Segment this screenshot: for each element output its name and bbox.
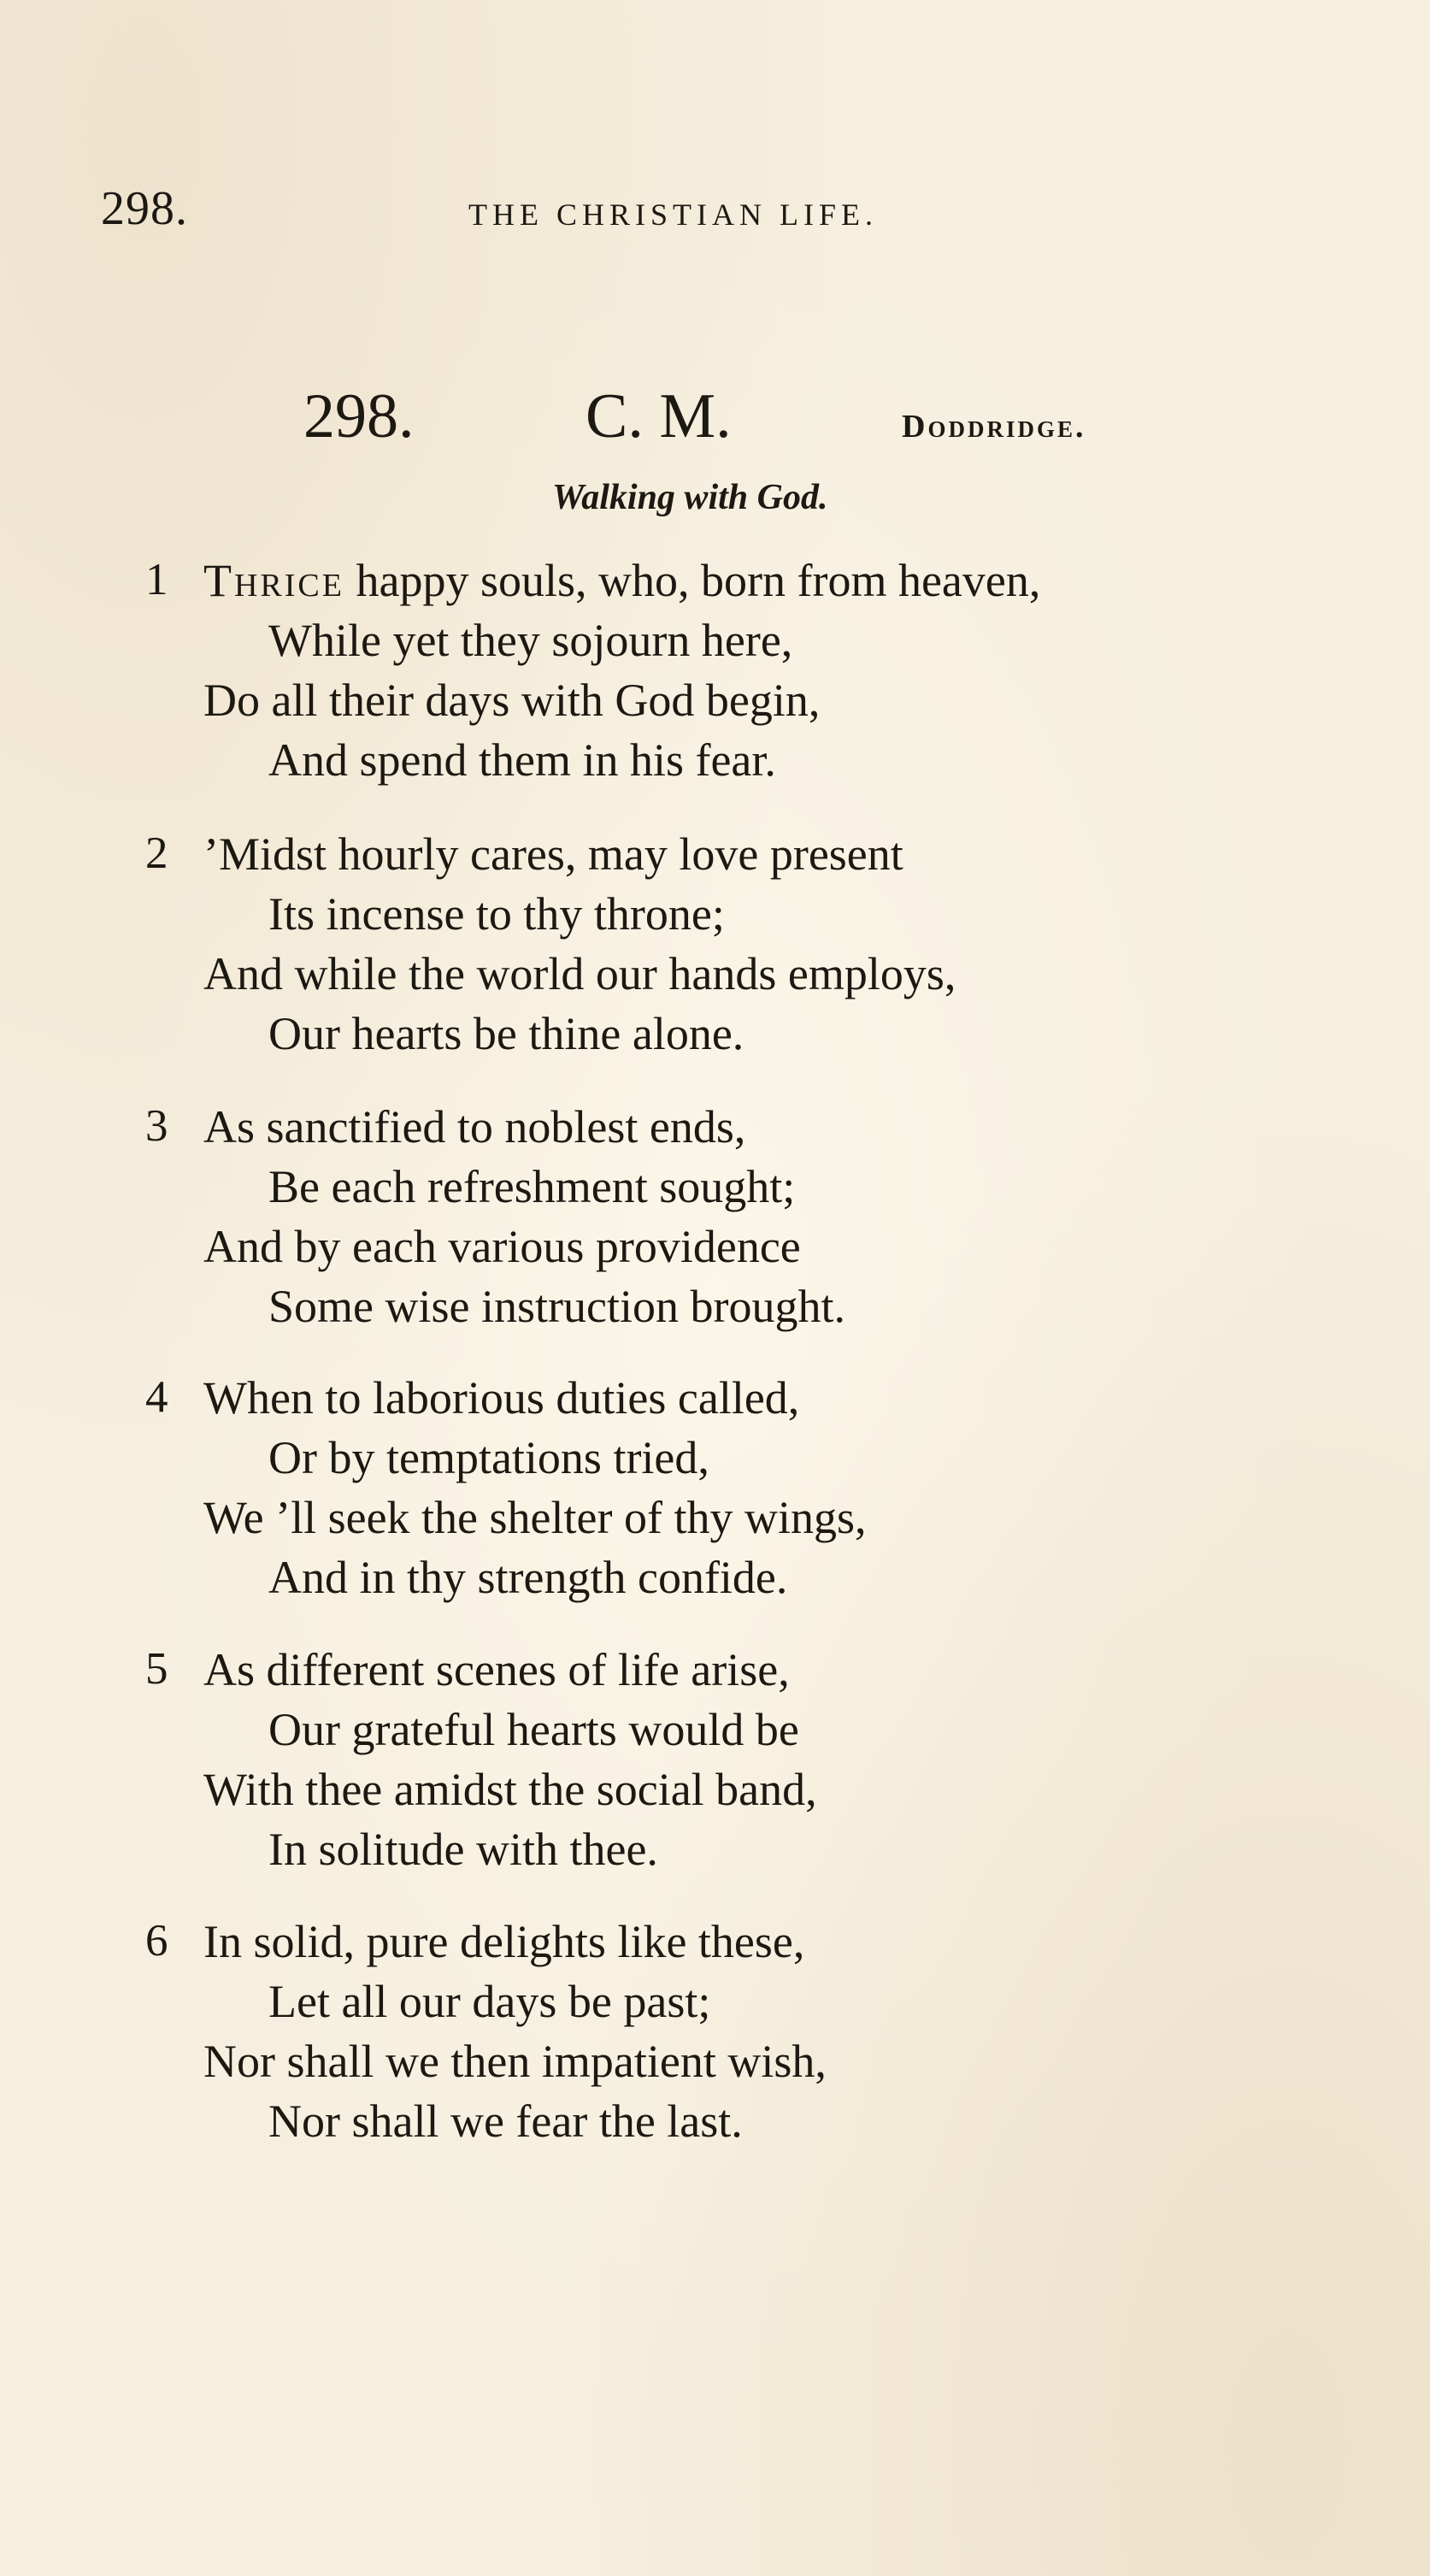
stanza-number: 2 — [145, 828, 168, 878]
verse-line: Do all their days with God begin, — [203, 675, 821, 726]
verse-line: And while the world our hands employs, — [203, 948, 956, 999]
verse-line — [203, 554, 1040, 607]
verse-line: And in thy strength confide. — [268, 1552, 788, 1603]
stanza-number: 1 — [145, 555, 168, 604]
stanza-number: 6 — [145, 1916, 168, 1966]
hymn-author: Doddridge. — [902, 409, 1086, 445]
verse-line: Or by temptations tried, — [268, 1432, 709, 1483]
verse-line: Some wise instruction brought. — [268, 1281, 845, 1332]
verse-line: In solid, pure delights like these, — [203, 1916, 805, 1967]
verse-line: We ’ll seek the shelter of thy wings, — [203, 1492, 867, 1543]
stanza-number: 3 — [145, 1101, 168, 1151]
verse-line: Nor shall we fear the last. — [268, 2096, 743, 2147]
verse-line: Be each refreshment sought; — [268, 1161, 796, 1212]
verse-line: When to laborious duties called, — [203, 1372, 800, 1424]
hymn-number: 298. — [303, 381, 415, 451]
verse-line: As different scenes of life arise, — [203, 1644, 790, 1695]
verse-line: ’Midst hourly cares, may love present — [203, 828, 903, 880]
running-title: THE CHRISTIAN LIFE. — [468, 197, 878, 232]
hymn-meter: C. M. — [586, 381, 732, 451]
verse-line: Our grateful hearts would be — [268, 1704, 799, 1755]
verse-line: While yet they sojourn here, — [268, 615, 793, 666]
verse-line: In solitude with thee. — [268, 1824, 658, 1875]
lead-word: Thrice — [203, 555, 344, 606]
stanza-number: 4 — [145, 1372, 168, 1422]
verse-line: Let all our days be past; — [268, 1976, 711, 2027]
verse-line: Nor shall we then impatient wish, — [203, 2036, 827, 2087]
page-number: 298. — [101, 182, 188, 235]
stanza-number: 5 — [145, 1644, 168, 1694]
verse-line: Its incense to thy throne; — [268, 888, 725, 940]
hymn-subtitle: Walking with God. — [552, 478, 828, 517]
verse-line: With thee amidst the social band, — [203, 1764, 817, 1815]
running-head — [101, 181, 998, 233]
verse-line: As sanctified to noblest ends, — [203, 1101, 746, 1152]
verse-line: And spend them in his fear. — [268, 734, 776, 786]
verse-line-text: happy souls, who, born from heaven, — [344, 555, 1041, 606]
hymn-header — [303, 380, 1158, 449]
verse-line: And by each various providence — [203, 1221, 801, 1272]
verse-line: Our hearts be thine alone. — [268, 1008, 744, 1059]
